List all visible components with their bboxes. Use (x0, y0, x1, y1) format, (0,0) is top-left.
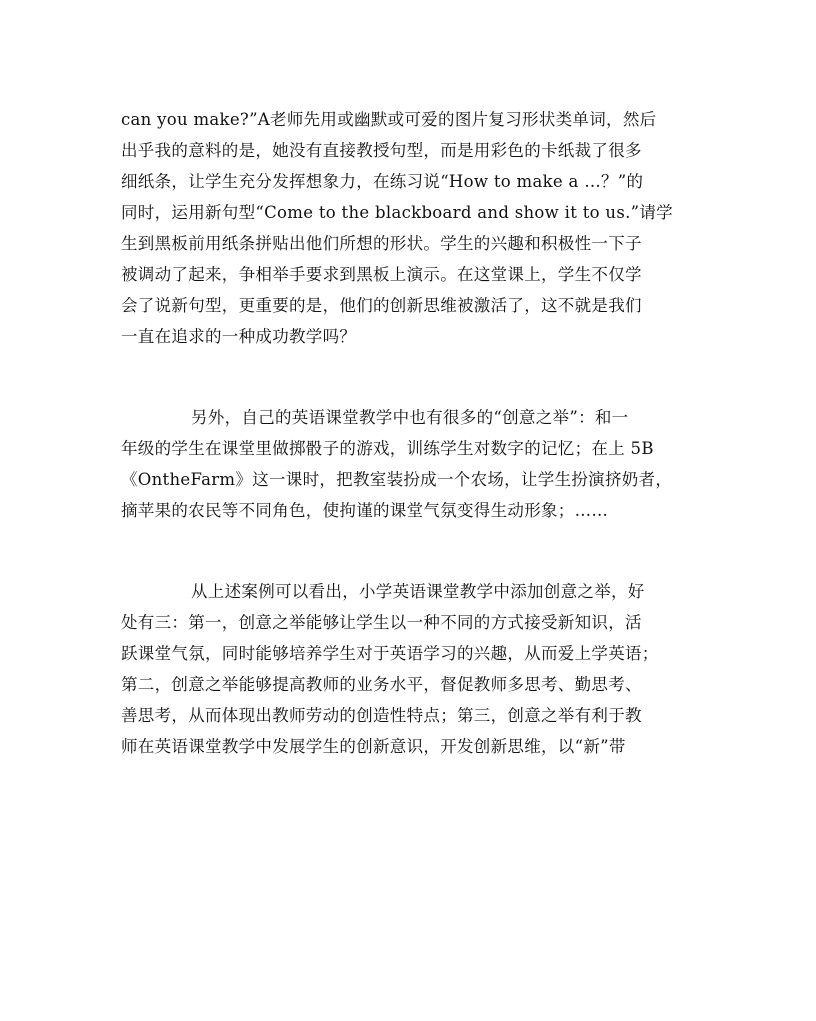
text-line: 被调动了起来，争相举手要求到黑板上演示。在这堂课上，学生不仅学 (121, 265, 642, 284)
text-line: 跃课堂气氛，同时能够培养学生对于英语学习的兴趣，从而爱上学英语； (121, 644, 659, 663)
text-line: 《OntheFarm》这一课时，把教室装扮成一个农场，让学生扮演挤奶者， (121, 470, 673, 489)
text-line: 善思考，从而体现出教师劳动的创造性特点；第三，创意之举有利于教 (121, 706, 642, 725)
text-line: 同时，运用新句型“Come to the blackboard and show it to us.”请学 (121, 203, 673, 222)
text-line: 一直在追求的一种成功教学吗？ (121, 327, 357, 346)
text-line: 摘苹果的农民等不同角色，使拘谨的课堂气氛变得生动形象；…… (121, 501, 609, 520)
text-line: 生到黑板前用纸条拼贴出他们所想的形状。学生的兴趣和积极性一下子 (121, 234, 642, 253)
text-line: 细纸条，让学生充分发挥想象力，在练习说“How to make a …？”的 (121, 172, 644, 191)
text-line: 另外，自己的英语课堂教学中也有很多的“创意之举”：和一 (191, 408, 629, 427)
text-line: 处有三：第一，创意之举能够让学生以一种不同的方式接受新知识，活 (121, 613, 642, 632)
text-line: 出乎我的意料的是，她没有直接教授句型，而是用彩色的卡纸裁了很多 (121, 141, 642, 160)
text-line: 会了说新句型，更重要的是，他们的创新思维被激活了，这不就是我们 (121, 296, 642, 315)
text-line: 师在英语课堂教学中发展学生的创新意识，开发创新思维，以“新”带 (121, 737, 626, 756)
text-line: 年级的学生在课堂里做掷骰子的游戏，训练学生对数字的记忆；在上 5B (121, 439, 654, 458)
text-line: 第二，创意之举能够提高教师的业务水平，督促教师多思考、勤思考、 (121, 675, 642, 694)
text-line: 从上述案例可以看出，小学英语课堂教学中添加创意之举，好 (191, 582, 645, 601)
text-line: can you make?”A老师先用或幽默或可爱的图片复习形状类单词，然后 (121, 110, 657, 129)
